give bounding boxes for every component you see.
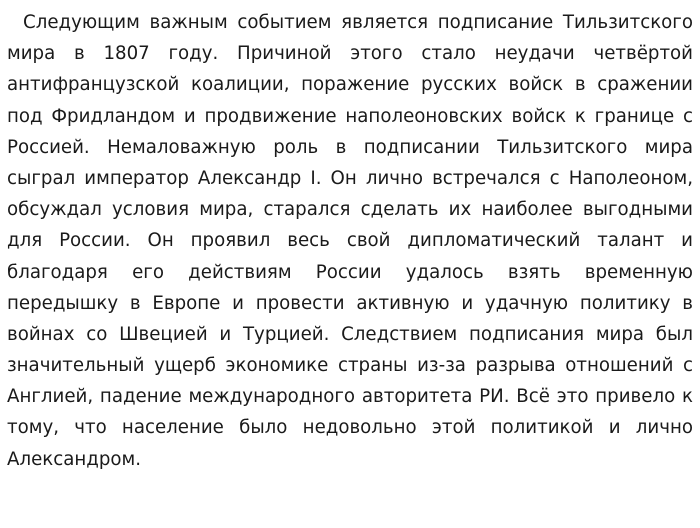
paragraph-line: обсуждал условия мира, старался сделать их наиболее выгодными bbox=[7, 199, 693, 221]
paragraph-line: тому, что население было недовольно этой политикой и лично bbox=[7, 417, 693, 439]
paragraph-line: войнах со Швецией и Турцией. Следствием подписания мира был bbox=[7, 323, 693, 345]
paragraph-line: для России. Он проявил весь свой дипломатический талант и bbox=[7, 230, 693, 252]
paragraph-line: под Фридландом и продвижение наполеоновских войск к границе с bbox=[7, 105, 693, 127]
paragraph-line: значительный ущерб экономике страны из-за разрыва отношений с bbox=[7, 355, 693, 377]
document-paragraph bbox=[7, 7, 693, 475]
paragraph-line: передышку в Европе и провести активную и удачную политику в bbox=[7, 292, 693, 314]
paragraph-line: антифранцузской коалиции, поражение русских войск в сражении bbox=[7, 74, 693, 96]
paragraph-line: сыграл император Александр I. Он лично встречался с Наполеоном, bbox=[7, 167, 693, 189]
paragraph-line: Россией. Немаловажную роль в подписании Тильзитского мира bbox=[7, 136, 693, 158]
paragraph-line: Англией, падение международного авторитета РИ. Всё это привело к bbox=[7, 386, 693, 408]
paragraph-line: мира в 1807 году. Причиной этого стало неудачи четвёртой bbox=[7, 43, 693, 65]
paragraph-line: Александром. bbox=[7, 448, 142, 470]
paragraph-line: благодаря его действиям России удалось взять временную bbox=[7, 261, 693, 283]
paragraph-line: Следующим важным событием является подписание Тильзитского bbox=[23, 12, 693, 33]
